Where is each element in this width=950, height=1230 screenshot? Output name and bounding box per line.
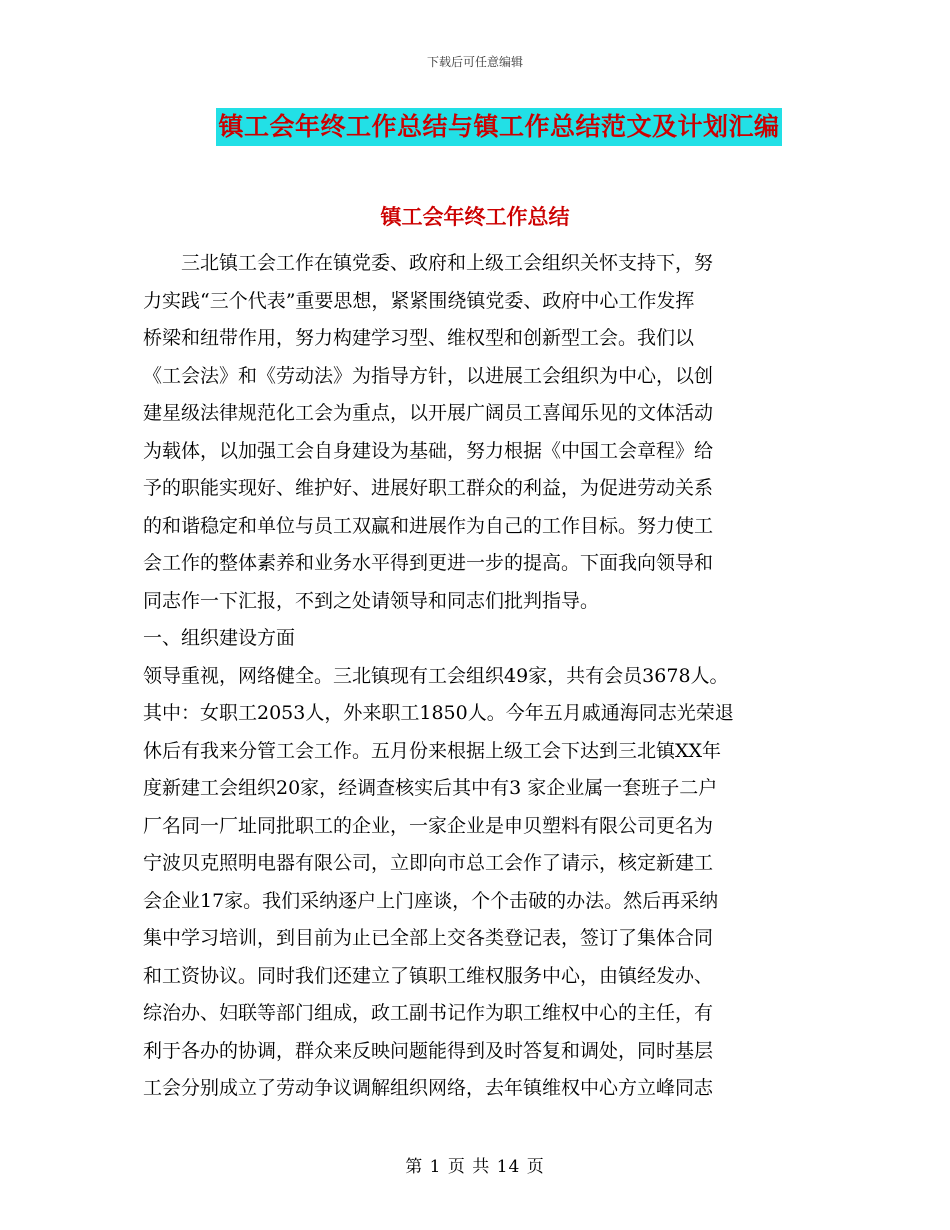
body-line: 三北镇工会工作在镇党委、政府和上级工会组织关怀支持下，努 [143,252,714,274]
body-line: 利于各办的协调，群众来反映问题能得到及时答复和调处，同时基层 [143,1039,714,1062]
section-title: 镇工会年终工作总结 [380,204,570,229]
body-line: 厂名同一厂址同批职工的企业，一家企业是申贝塑料有限公司更名为 [143,814,714,837]
body-line: 工会分别成立了劳动争议调解组织网络，去年镇维权中心方立峰同志 [143,1077,714,1099]
page-header-note: 下载后可任意编辑 [426,55,523,69]
body-line: 为载体，以加强工会自身建设为基础，努力根据《中国工会章程》给 [143,439,714,462]
body-line: 会工作的整体素养和业务水平得到更进一步的提高。下面我向领导和 [143,552,714,574]
page-number-footer: 第 1 页 共 14 页 [405,1157,545,1177]
body-line: 宁波贝克照明电器有限公司，立即向市总工会作了请示，核定新建工 [143,852,714,874]
body-line: 建星级法律规范化工会为重点，以开展广阔员工喜闻乐见的文体活动 [143,402,714,424]
body-line: 予的职能实现好、维护好、进展好职工群众的利益，为促进劳动关系 [143,477,714,499]
main-title-container [0,108,950,146]
document-main-title: 镇工会年终工作总结与镇工作总结范文及计划汇编 [216,108,781,146]
body-line: 桥梁和纽带作用，努力构建学习型、维权型和创新型工会。我们以 [143,327,695,349]
body-line: 同志作一下汇报，不到之处请领导和同志们批判指导。 [143,589,600,612]
body-line: 和工资协议。同时我们还建立了镇职工维权服务中心，由镇经发办、 [143,964,714,987]
body-line: 集中学习培训，到目前为止已全部上交各类登记表，签订了集体合同 [143,927,714,949]
body-line: 综治办、妇联等部门组成，政工副书记作为职工维权中心的主任，有 [143,1002,714,1024]
document-body [143,245,823,1108]
body-line: 领导重视，网络健全。三北镇现有工会组织49家，共有会员3678人。 [143,664,729,687]
body-line: 休后有我来分管工会工作。五月份来根据上级工会下达到三北镇XX年 [143,739,722,762]
body-line: 《工会法》和《劳动法》为指导方针，以进展工会组织为中心，以创 [143,364,714,387]
body-line: 力实践“三个代表”重要思想，紧紧围绕镇党委、政府中心工作发挥 [143,289,695,312]
body-line: 会企业17家。我们采纳逐户上门座谈，个个击破的办法。然后再采纳 [143,889,719,912]
body-line: 度新建工会组织20家，经调查核实后其中有3 家企业属一套班子二户 [143,777,718,799]
body-line: 的和谐稳定和单位与员工双赢和进展作为自己的工作目标。努力使工 [143,514,714,537]
section-heading: 一、组织建设方面 [143,627,296,649]
body-line: 其中：女职工2053人，外来职工1850人。今年五月戚通海同志光荣退 [143,702,734,724]
